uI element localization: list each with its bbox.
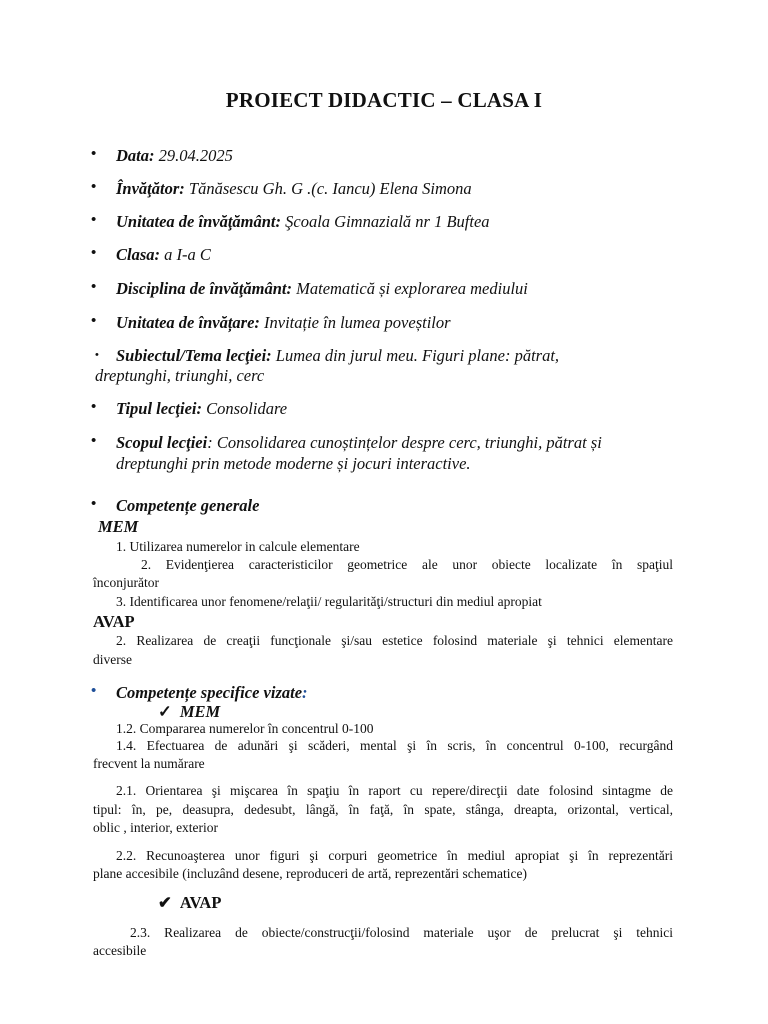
field-scop-continuation: dreptunghi prin metode moderne și jocuri interactive. <box>116 454 471 473</box>
section-heading: Competențe generale <box>116 496 260 515</box>
competence-item: 2.2. Recunoaşterea unor figuri şi corpuri geometrice în mediul apropiat şi în reprezentări <box>116 848 673 863</box>
field-value: Şcoala Gimnazială nr 1 Buftea <box>281 212 490 231</box>
bullet: • <box>91 496 97 512</box>
field-label: Tipul lecţiei: <box>116 399 202 418</box>
competence-item: 1. Utilizarea numerelor in calcule elementare <box>116 539 360 554</box>
competence-item-continuation: înconjurător <box>93 575 159 590</box>
competence-item-continuation: oblic , interior, exterior <box>93 820 219 835</box>
competence-item-continuation: frecvent la numărare <box>93 756 205 771</box>
competence-item-continuation: tipul: în, pe, deasupra, dedesubt, lângă, în faţă, în spate, stânga, dreapta, orizontal, vertical, <box>93 802 673 817</box>
bullet: • <box>91 146 97 162</box>
subheading-mem <box>158 702 220 722</box>
competence-item: 2. Realizarea de creaţii funcţionale şi/sau estetice folosind materiale şi tehnici elementare <box>116 633 673 648</box>
field-value: Matematică și explorarea mediului <box>292 279 528 298</box>
competence-item-continuation: diverse <box>93 652 132 667</box>
field-label: Unitatea de învăţământ: <box>116 212 281 231</box>
subheading-mem: MEM <box>98 517 139 536</box>
bullet: • <box>95 349 99 361</box>
field-label: Subiectul/Tema lecţiei: <box>116 346 272 365</box>
competence-item: 1.2. Compararea numerelor în concentrul 0-100 <box>116 721 374 736</box>
competence-item-continuation: plane accesibile (incluzând desene, reproduceri de artă, reprezentări schematice) <box>93 866 527 881</box>
field-value: Invitație în lumea poveștilor <box>259 313 451 332</box>
bullet: • <box>91 245 97 261</box>
bullet: • <box>91 179 97 195</box>
field-label: Unitatea de învățare: <box>116 313 260 332</box>
section-heading: Competențe specifice vizate <box>116 683 303 702</box>
field-subiect-continuation: dreptunghi, triunghi, cerc <box>95 366 265 385</box>
field-label: Data: <box>116 146 155 165</box>
bullet: • <box>91 279 97 295</box>
bullet: • <box>91 399 97 415</box>
bullet: • <box>91 313 97 329</box>
heading-colon: : <box>302 683 308 702</box>
competence-item: 2.1. Orientarea şi mişcarea în spaţiu în raport cu repere/direcţii date folosind sintagme de <box>116 783 673 798</box>
field-label: Disciplina de învăţământ: <box>116 279 293 298</box>
page-title: PROIECT DIDACTIC – CLASA I <box>225 88 543 112</box>
competence-item: 2. Evidenţierea caracteristicilor geometrice ale unor obiecte localizate în spaţiul <box>141 557 673 572</box>
field-value: Consolidare <box>202 399 288 418</box>
competence-item: 1.4. Efectuarea de adunări şi scăderi, mental şi în scris, în concentrul 0-100, recurgând <box>116 738 673 753</box>
bullet: • <box>91 683 97 699</box>
field-value: 29.04.2025 <box>154 146 233 165</box>
bullet: • <box>91 433 97 449</box>
bullet: • <box>91 212 97 228</box>
subheading-avap: AVAP <box>93 612 135 631</box>
checkmark-icon: ✓ <box>158 702 172 721</box>
competence-item-continuation: accesibile <box>93 943 147 958</box>
field-label: Scopul lecţiei <box>116 433 208 452</box>
field-value: Lumea din jurul meu. Figuri plane: pătrat, <box>271 346 560 365</box>
checkmark-icon: ✔ <box>158 893 172 912</box>
subheading-label: AVAP <box>179 893 222 912</box>
competence-item: 3. Identificarea unor fenomene/relaţii/ regularităţi/structuri din mediul apropiat <box>116 594 542 609</box>
field-label: Clasa: <box>116 245 161 264</box>
field-value: Tănăsescu Gh. G .(c. Iancu) Elena Simona <box>184 179 472 198</box>
field-value: : Consolidarea cunoștințelor despre cerc, triunghi, pătrat și <box>207 433 602 452</box>
subheading-label: MEM <box>179 702 221 721</box>
competence-item: 2.3. Realizarea de obiecte/construcţii/folosind materiale uşor de prelucrat şi tehnici <box>130 925 673 940</box>
field-value: a I-a C <box>160 245 211 264</box>
subheading-avap <box>158 893 221 913</box>
field-label: Învăţător: <box>116 179 185 198</box>
